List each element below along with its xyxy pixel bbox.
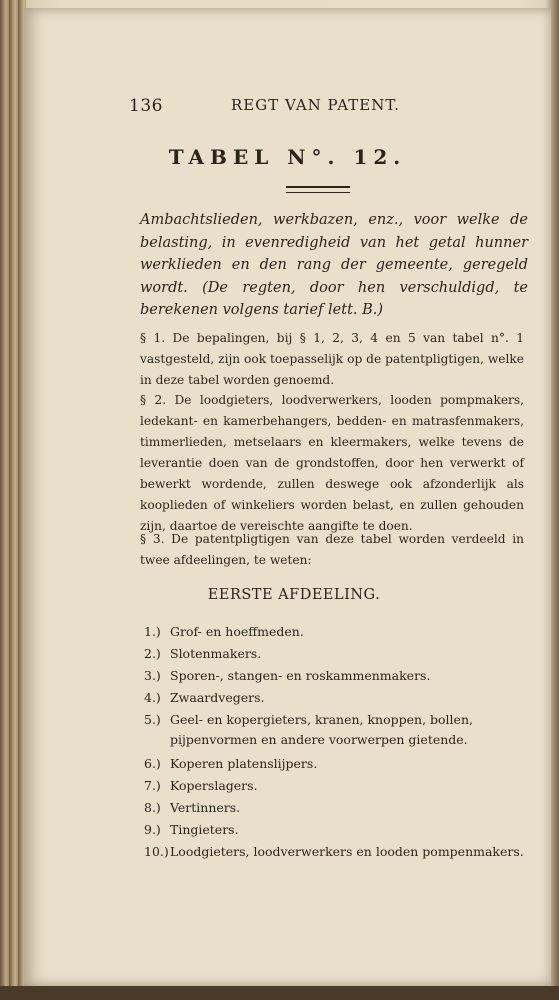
paragraph-2-text: § 2. De loodgieters, loodverwerkers, looden pompmakers, ledekant- en kamerbehangers, bedden- en matrasfenmakers, timmerlieden, metselaars en kleermakers, welke tevens de leverantie doen van de grondstoffen, door hen verwerkt of bewerkt wordende, zullen deswege ook afzonderlijk als kooplieden of winkeliers worden belast, en zullen gehouden zijn, daartoe de vereischte aangifte te doen. xyxy=(140,393,524,533)
book-binding xyxy=(0,0,26,1000)
list-item-text: Vertinners. xyxy=(170,800,241,815)
list-item-number: 1.) xyxy=(144,624,161,639)
running-title: REGT VAN PATENT. xyxy=(231,96,400,114)
list-item-text: Tingieters. xyxy=(170,822,239,837)
list-item-text: Koperen platenslijpers. xyxy=(170,756,318,771)
list-item-text: Grof- en hoeffmeden. xyxy=(170,624,304,639)
trade-list xyxy=(144,622,534,864)
list-item xyxy=(144,820,534,840)
list-item xyxy=(144,754,534,774)
list-item-number: 8.) xyxy=(144,800,161,815)
running-head xyxy=(129,96,459,116)
list-item xyxy=(144,666,534,686)
list-item xyxy=(144,776,534,796)
list-item-text: Slotenmakers. xyxy=(170,646,262,661)
list-item-number: 7.) xyxy=(144,778,161,793)
list-item-text: Loodgieters, loodverwerkers en looden pompenmakers. xyxy=(170,844,524,859)
list-item xyxy=(144,798,534,818)
list-item-text: Sporen-, stangen- en roskammenmakers. xyxy=(170,668,431,683)
list-item xyxy=(144,710,534,750)
list-item-text: Koperslagers. xyxy=(170,778,258,793)
paragraph-1 xyxy=(106,328,524,391)
list-item-number: 3.) xyxy=(144,668,161,683)
list-item-number: 6.) xyxy=(144,756,161,771)
intro-paragraph: Ambachtslieden, werkbazen, enz., voor welke de belasting, in evenredigheid van het getal hunner werklieden en den rang der gemeente, geregeld wordt. (De regten, door hen verschuldigd, te berekenen volgens tarief lett. B.) xyxy=(140,212,528,318)
list-item xyxy=(144,842,534,862)
title-rule xyxy=(286,186,350,193)
list-item-number: 10.) xyxy=(144,844,169,859)
list-item xyxy=(144,622,534,642)
list-item xyxy=(144,688,534,708)
section-heading: EERSTE AFDEELING. xyxy=(207,587,381,603)
paragraph-1-text: § 1. De bepalingen, bij § 1, 2, 3, 4 en 5 van tabel n°. 1 vastgesteld, zijn ook toepasselijk op de patentpligtigen, welke in deze tabel worden genoemd. xyxy=(140,331,524,387)
list-item-number: 5.) xyxy=(144,712,161,727)
paragraph-2 xyxy=(106,390,524,537)
list-item-number: 9.) xyxy=(144,822,161,837)
paragraph-3-text: § 3. De patentpligtigen van deze tabel worden verdeeld in twee afdeelingen, te weten: xyxy=(140,532,524,567)
list-item xyxy=(144,644,534,664)
paragraph-3 xyxy=(106,529,524,571)
page-bottom-edge xyxy=(0,986,559,1000)
page-number: 136 xyxy=(129,96,163,116)
list-item-text: Geel- en kopergieters, kranen, knoppen, bollen, pijpenvormen en andere voorwerpen gietende. xyxy=(170,712,473,747)
book-page xyxy=(24,8,551,986)
list-item-number: 2.) xyxy=(144,646,161,661)
list-item-text: Zwaardvegers. xyxy=(170,690,265,705)
list-item-number: 4.) xyxy=(144,690,161,705)
table-title: TABEL N°. 12. xyxy=(168,145,407,169)
